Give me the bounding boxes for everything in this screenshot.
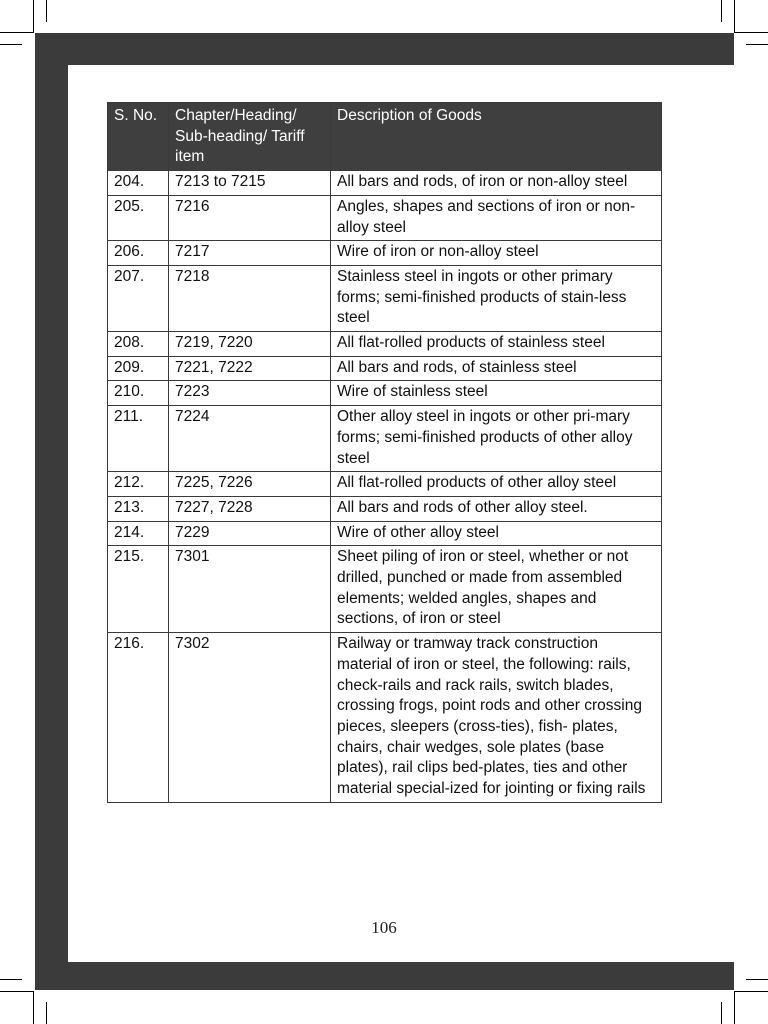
cell-description: Angles, shapes and sections of iron or non-alloy steel [331, 195, 662, 240]
table-header-row [108, 103, 662, 171]
table-row [108, 241, 662, 266]
table-row [108, 633, 662, 803]
table-row [108, 171, 662, 196]
crop-mark [721, 0, 722, 22]
crop-mark [746, 44, 768, 45]
crop-mark [746, 979, 768, 980]
cell-description: Wire of stainless steel [331, 381, 662, 406]
table-row [108, 381, 662, 406]
cell-tariff-item: 7213 to 7215 [169, 171, 331, 196]
cell-tariff-item: 7223 [169, 381, 331, 406]
crop-mark [0, 991, 34, 992]
cell-serial-number: 216. [108, 633, 169, 803]
cell-serial-number: 204. [108, 171, 169, 196]
cell-description: Wire of other alloy steel [331, 521, 662, 546]
frame-band-left [35, 33, 68, 990]
crop-mark [46, 0, 47, 22]
table-row [108, 472, 662, 497]
cell-serial-number: 207. [108, 265, 169, 331]
crop-mark [734, 991, 768, 992]
cell-serial-number: 205. [108, 195, 169, 240]
cell-serial-number: 210. [108, 381, 169, 406]
cell-tariff-item: 7301 [169, 546, 331, 633]
crop-mark [721, 1002, 722, 1024]
cell-tariff-item: 7218 [169, 265, 331, 331]
table-row [108, 265, 662, 331]
header-description: Description of Goods [331, 103, 662, 171]
cell-description: Wire of iron or non-alloy steel [331, 241, 662, 266]
table-row [108, 521, 662, 546]
cell-serial-number: 209. [108, 356, 169, 381]
table-row [108, 546, 662, 633]
goods-table [107, 102, 662, 803]
cell-description: Stainless steel in ingots or other primary forms; semi-finished products of stain-less steel [331, 265, 662, 331]
crop-mark [33, 0, 34, 32]
table-row [108, 406, 662, 472]
crop-mark [734, 32, 768, 33]
crop-mark [734, 0, 735, 32]
page-number: 106 [371, 918, 397, 937]
cell-serial-number: 208. [108, 332, 169, 357]
table-row [108, 195, 662, 240]
crop-mark [0, 32, 34, 33]
crop-mark [33, 992, 34, 1024]
cell-tariff-item: 7227, 7228 [169, 496, 331, 521]
cell-serial-number: 212. [108, 472, 169, 497]
cell-tariff-item: 7229 [169, 521, 331, 546]
frame-band-top [35, 33, 734, 65]
cell-tariff-item: 7219, 7220 [169, 332, 331, 357]
crop-mark [46, 1002, 47, 1024]
cell-description: Sheet piling of iron or steel, whether or not drilled, punched or made from assembled elements; welded angles, shapes and sections, of iron or steel [331, 546, 662, 633]
cell-description: All bars and rods of other alloy steel. [331, 496, 662, 521]
cell-description: All bars and rods, of iron or non-alloy steel [331, 171, 662, 196]
cell-serial-number: 206. [108, 241, 169, 266]
cell-tariff-item: 7221, 7222 [169, 356, 331, 381]
table-row [108, 356, 662, 381]
crop-mark [0, 979, 22, 980]
header-tariff-item: Chapter/Heading/ Sub-heading/ Tariff item [169, 103, 331, 171]
header-serial-number: S. No. [108, 103, 169, 171]
table-row [108, 496, 662, 521]
cell-description: Other alloy steel in ingots or other pri-mary forms; semi-finished products of other alloy steel [331, 406, 662, 472]
cell-serial-number: 213. [108, 496, 169, 521]
frame-band-bottom [35, 962, 734, 990]
cell-serial-number: 214. [108, 521, 169, 546]
cell-tariff-item: 7217 [169, 241, 331, 266]
cell-tariff-item: 7224 [169, 406, 331, 472]
cell-serial-number: 215. [108, 546, 169, 633]
cell-description: All flat-rolled products of stainless steel [331, 332, 662, 357]
table-row [108, 332, 662, 357]
crop-mark [0, 44, 22, 45]
crop-mark [734, 992, 735, 1024]
cell-description: All bars and rods, of stainless steel [331, 356, 662, 381]
cell-description: Railway or tramway track construction material of iron or steel, the following: rails, check-rails and rack rails, switch blades, crossing frogs, point rods and other crossing pieces, sleepers (cross-ties), fish- plates, chairs, chair wedges, sole plates (base plates), rail clips bed-plates, ties and other material special-ized for jointing or fixing rails [331, 633, 662, 803]
cell-tariff-item: 7216 [169, 195, 331, 240]
cell-serial-number: 211. [108, 406, 169, 472]
cell-tariff-item: 7225, 7226 [169, 472, 331, 497]
cell-tariff-item: 7302 [169, 633, 331, 803]
cell-description: All flat-rolled products of other alloy steel [331, 472, 662, 497]
